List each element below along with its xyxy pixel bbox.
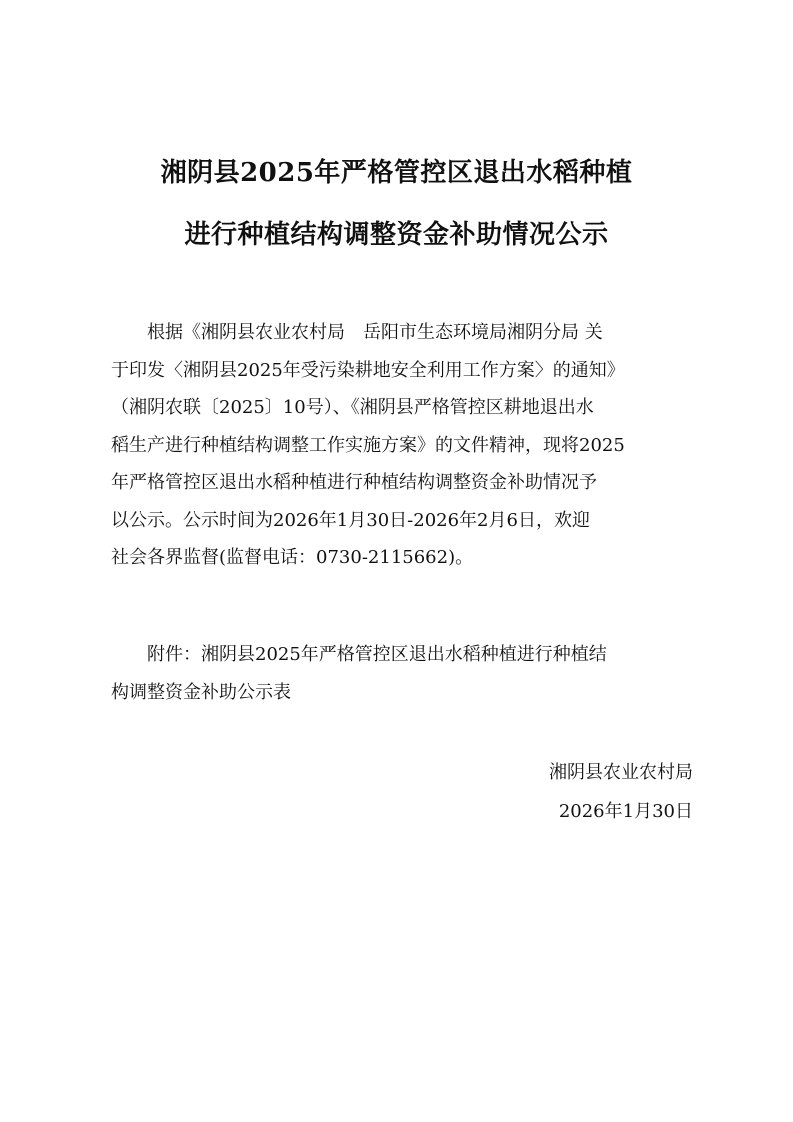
document-title-line-2: 进行种植结构调整资金补助情况公示 [184,220,609,250]
body-line: 社会各界监督(监督电话：0730-2115662)。 [111,547,474,568]
body-line: 于印发〈湘阴县2025年受污染耕地安全利用工作方案〉的通知》 [111,359,625,381]
signature-date: 2026年1月30日 [558,801,693,822]
body-line: （湘阴农联〔2025〕10号）、《湘阴县严格管控区耕地退出水 [111,397,594,418]
attachment-paragraph [111,636,689,711]
attachment-line: 附件：湘阴县2025年严格管控区退出水稻种植进行种植结 [147,644,607,665]
signature-organization: 湘阴县农业农村局 [549,762,693,783]
body-line: 以公示。公示时间为2026年1月30日-2026年2月6日，欢迎 [111,509,590,531]
body-line: 稻生产进行种植结构调整工作实施方案》的文件精神，现将2025 [111,434,625,456]
attachment-line: 构调整资金补助公示表 [111,681,291,703]
body-line: 年严格管控区退出水稻种植进行种植结构调整资金补助情况予 [111,472,597,493]
body-paragraph-1 [111,314,689,577]
body-line: 根据《湘阴县农业农村局 岳阳市生态环境局湘阴分局 关 [147,322,603,343]
document-title-line-1: 湘阴县2025年严格管控区退出水稻种植 [160,158,633,188]
